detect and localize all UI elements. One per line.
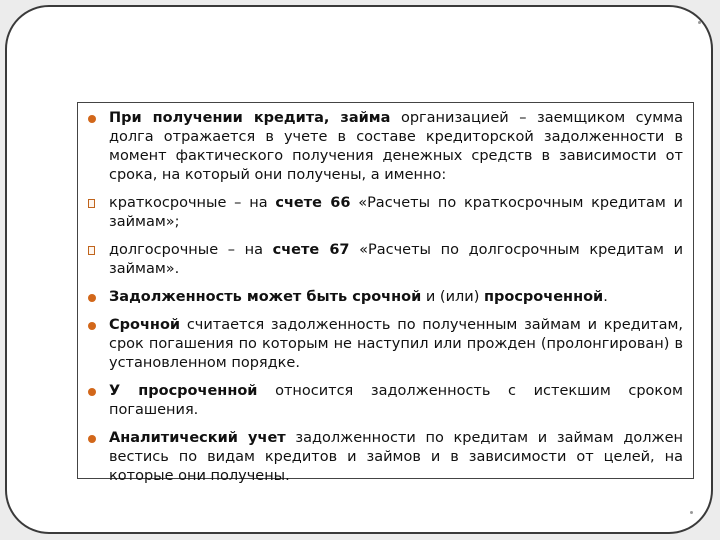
item-text: «Расчеты по долгосрочным кредитам и займам». bbox=[109, 242, 684, 277]
list-item bbox=[84, 241, 683, 279]
circle-bullet-icon bbox=[88, 435, 96, 443]
item-end: . bbox=[603, 289, 608, 305]
corner-dot bbox=[698, 21, 701, 24]
item-prefix: краткосрочные – на bbox=[109, 195, 276, 211]
item-bold: Срочной bbox=[109, 317, 181, 333]
circle-bullet-icon bbox=[88, 115, 96, 123]
list-item bbox=[84, 316, 683, 373]
item-prefix: долгосрочные – на bbox=[109, 242, 273, 258]
item-text: задолженности по кредитам и займам должен вестись по видам кредитов и займов и в зависимости от целей, на которые они получены. bbox=[109, 430, 683, 484]
item-bold: счете 66 bbox=[275, 195, 351, 211]
list-item bbox=[84, 429, 683, 486]
item-text: организацией – заемщиком сумма долга отражается в учете в составе кредиторской задолженности в момент фактического получения денежных средств в зависимости от срока, на который они получены, а именно: bbox=[109, 110, 683, 183]
list-item bbox=[84, 288, 683, 307]
item-text: считается задолженность по полученным займам и кредитам, срок погашения по которым не наступил или прожден (пролонгирован) в установленном порядке. bbox=[109, 317, 683, 371]
item-bold: Задолженность может быть срочной bbox=[109, 289, 422, 305]
circle-bullet-icon bbox=[88, 388, 96, 396]
item-bold: Аналитический учет bbox=[109, 430, 286, 446]
item-bold: счете 67 bbox=[272, 242, 350, 258]
list-item bbox=[84, 109, 683, 185]
item-bold-second: просроченной bbox=[483, 289, 604, 305]
content-box bbox=[77, 102, 694, 484]
list-item bbox=[84, 382, 683, 420]
square-bullet-icon bbox=[88, 246, 95, 255]
square-bullet-icon bbox=[88, 199, 95, 208]
slide bbox=[5, 5, 713, 534]
item-text: и (или) bbox=[421, 289, 484, 305]
corner-dot bbox=[690, 511, 693, 514]
circle-bullet-icon bbox=[88, 322, 96, 330]
circle-bullet-icon bbox=[88, 294, 96, 302]
list-item bbox=[84, 194, 683, 232]
item-text: относится задолженность с истекшим сроком погашения. bbox=[109, 383, 683, 418]
item-bold: У просроченной bbox=[109, 383, 258, 399]
item-bold: При получении кредита, займа bbox=[109, 110, 391, 126]
item-text: «Расчеты по краткосрочным кредитам и займам»; bbox=[109, 195, 683, 230]
